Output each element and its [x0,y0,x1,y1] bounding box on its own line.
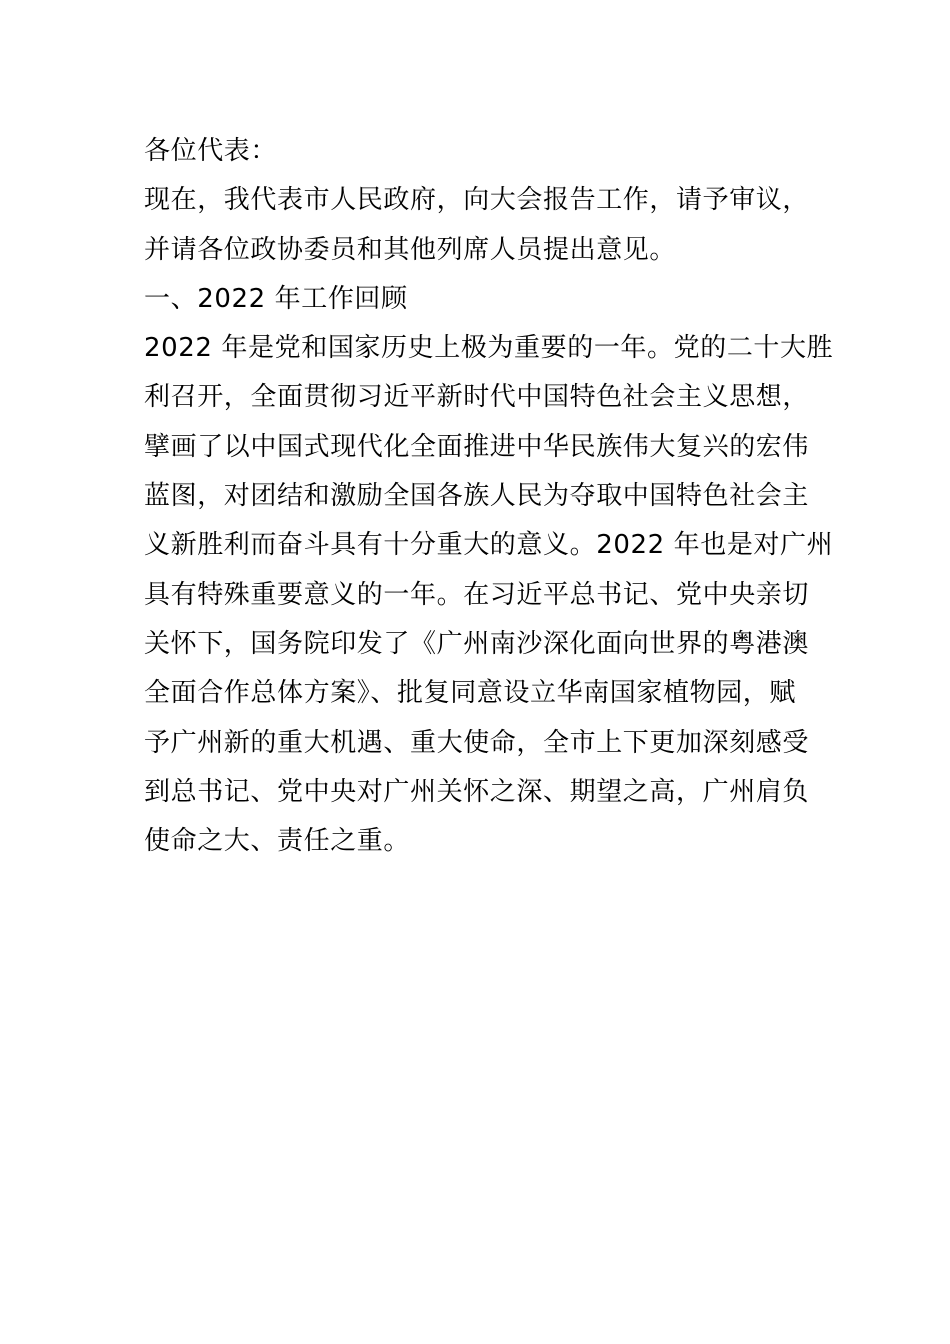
paragraph-line: 擘画了以中国式现代化全面推进中华民族伟大复兴的宏伟 [144,431,810,462]
paragraph-line: 使命之大、责任之重。 [144,826,411,857]
paragraph-line: 现在，我代表市人民政府，向大会报告工作，请予审议， [144,185,810,216]
paragraph-line: 并请各位政协委员和其他列席人员提出意见。 [144,234,677,265]
section-heading: 一、2022 年工作回顾 [144,283,408,314]
paragraph-line: 具有特殊重要意义的一年。在习近平总书记、党中央亲切 [144,579,810,610]
salutation: 各位代表： [144,136,278,166]
report-text [144,127,834,866]
paragraph-line: 关怀下，国务院印发了《广州南沙深化面向世界的粤港澳 [144,628,810,659]
paragraph-line: 到总书记、党中央对广州关怀之深、期望之高，广州肩负 [144,776,810,807]
paragraph-line: 予广州新的重大机遇、重大使命，全市上下更加深刻感受 [144,727,810,758]
paragraph-line: 蓝图，对团结和激励全国各族人民为夺取中国特色社会主 [144,481,810,512]
paragraph-line: 义新胜利而奋斗具有十分重大的意义。2022 年也是对广州 [144,530,834,561]
paragraph-line: 2022 年是党和国家历史上极为重要的一年。党的二十大胜 [144,333,834,364]
paragraph-line: 利召开，全面贯彻习近平新时代中国特色社会主义思想， [144,382,810,413]
paragraph-line: 全面合作总体方案》、批复同意设立华南国家植物园，赋 [144,678,797,709]
